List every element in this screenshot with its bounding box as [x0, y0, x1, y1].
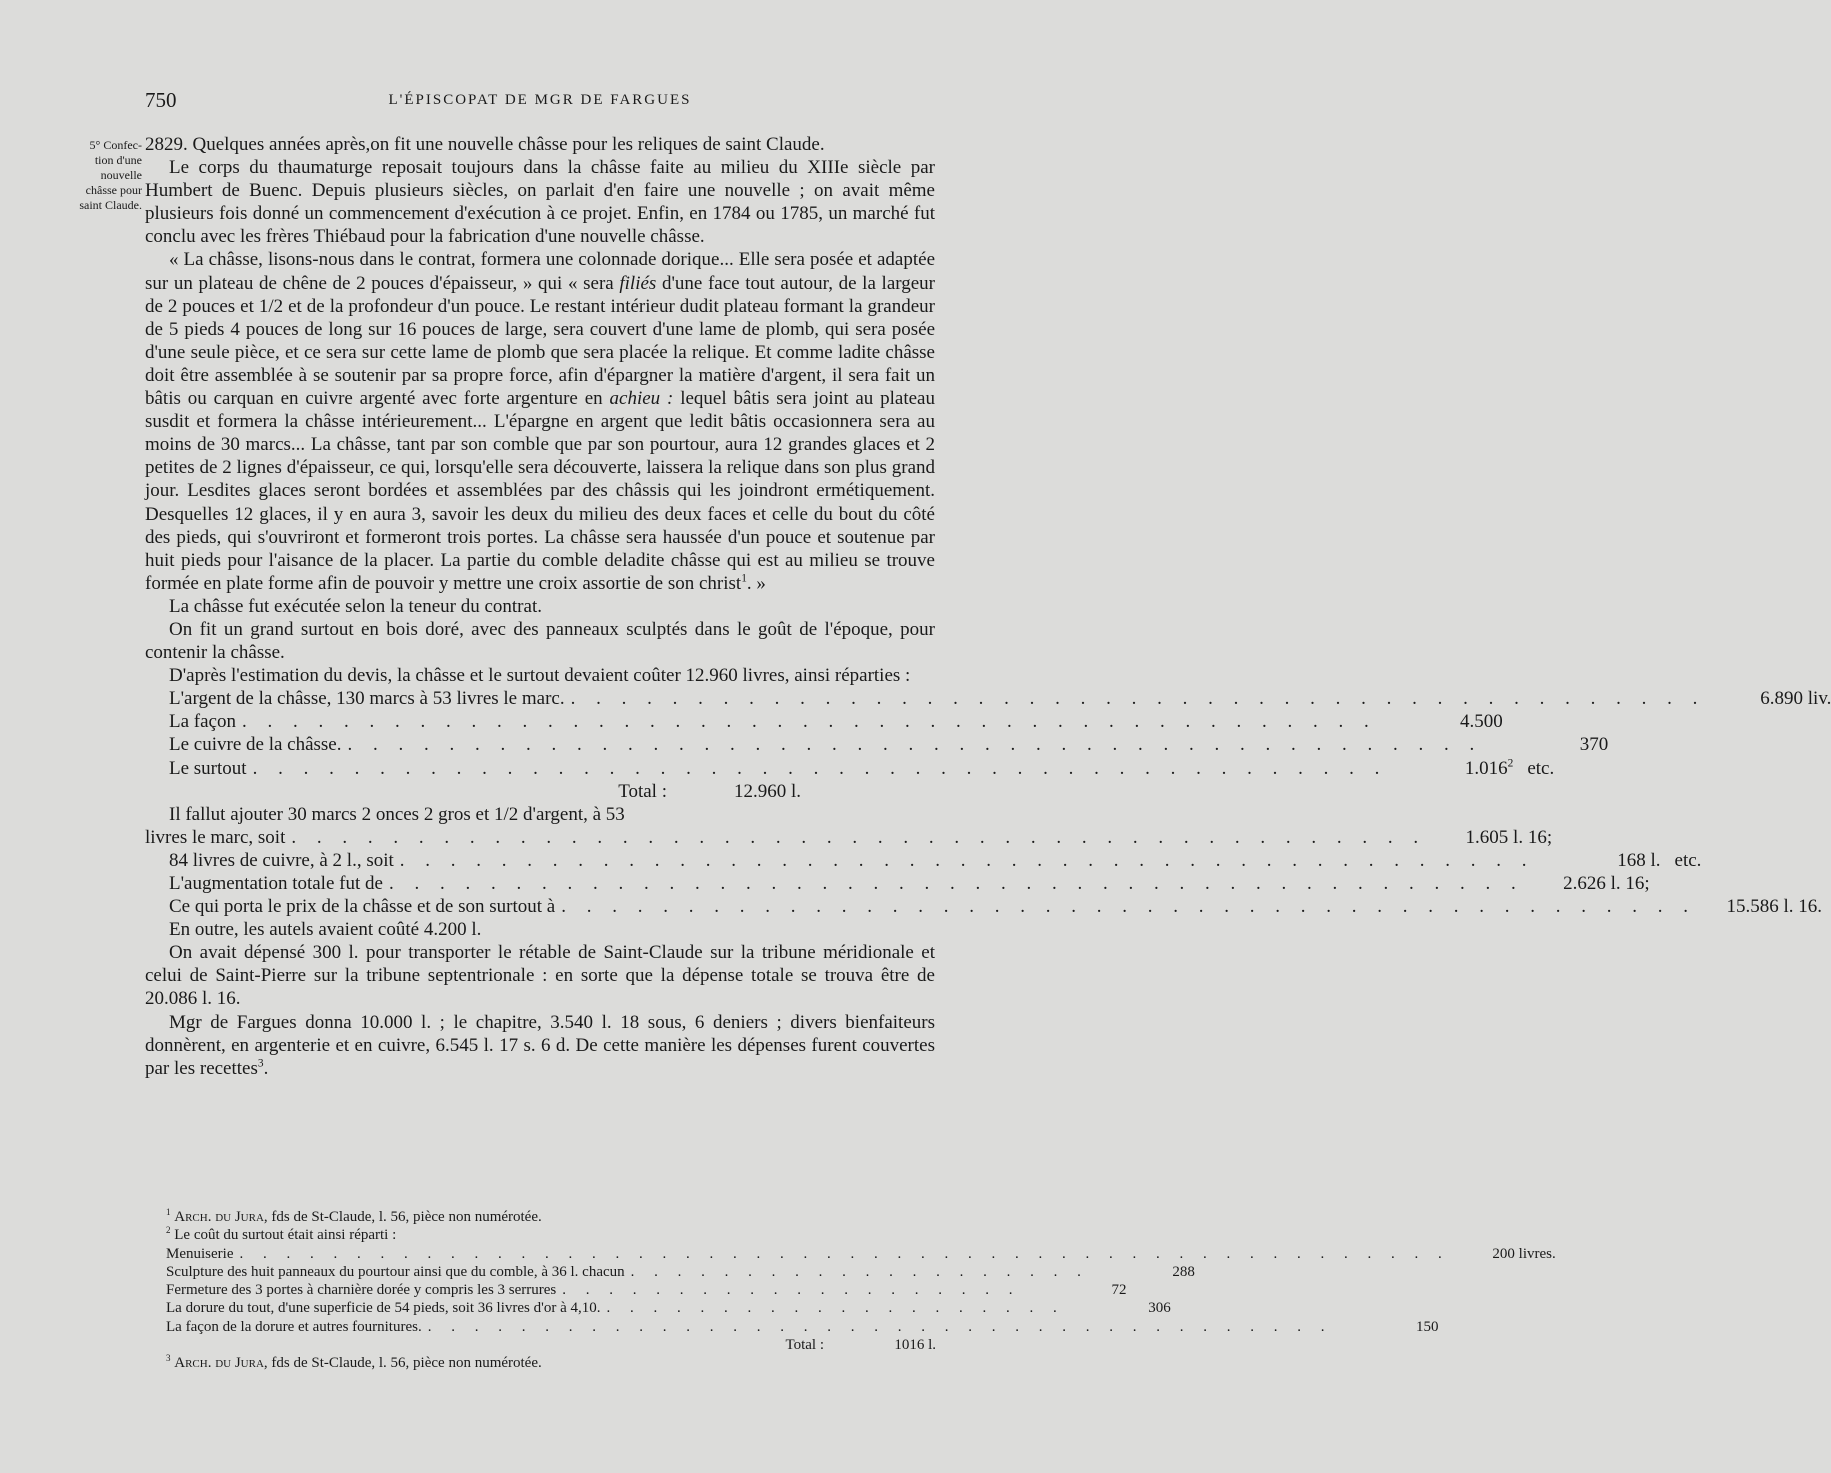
addition-label: L'augmentation totale fut de	[169, 873, 383, 894]
footnote-3	[166, 1354, 936, 1372]
footnote-cost-row	[166, 1299, 1171, 1317]
margin-note-line: châsse pour	[85, 183, 142, 197]
margin-note-line: 5° Confec-	[89, 138, 142, 152]
quote-term: filiés	[619, 272, 657, 294]
cost-row	[145, 757, 1555, 780]
footnote-cost-label: Sculpture des huit panneaux du pourtour ainsi que du comble, à 36 l. chacun	[166, 1263, 625, 1280]
addition-row	[145, 872, 1650, 895]
addition-row	[145, 895, 1822, 918]
dot-leader: . . . . . . . . . . . . . . . . . . . . . . . . . . . . . . . . . . . . . . . . . . . . . . . . . . . .	[239, 1245, 1450, 1262]
addition-label: 84 livres de cuivre, à 2 l., soit	[169, 849, 394, 871]
footnote-ref: 3	[257, 1057, 264, 1070]
cost-suffix: etc.	[1527, 757, 1555, 779]
cost-label: Le surtout	[169, 757, 247, 779]
footnote-text: Le coût du surtout était ainsi réparti :	[174, 1227, 397, 1244]
footnote-cost-amount: 200 livres.	[1492, 1245, 1556, 1262]
dot-leader: . . . . . . . . . . . . . . . . . . . . . . . . . . . . . . . . . . . . . . . . . . . . .	[570, 688, 1706, 710]
footnote-number: 2	[166, 1225, 171, 1236]
contract-quote	[145, 248, 935, 594]
addition-amount: 15.586 l. 16.	[1726, 896, 1822, 918]
quote-text: . »	[746, 572, 766, 594]
footnote-cost-amount: 150	[1415, 1318, 1439, 1335]
footnote-cost-amount: 306	[1148, 1300, 1171, 1317]
footnote-cost-label: La dorure du tout, d'une superficie de 54 pieds, soit 36 livres d'or à 4,10.	[166, 1300, 601, 1317]
footnote-text: fds de St-Claude, l. 56, pièce non numérotée.	[267, 1355, 542, 1372]
cost-table	[145, 687, 1831, 802]
addition-amount: 1.605 l. 16;	[1465, 826, 1553, 848]
cost-row	[145, 710, 1503, 733]
footnote-cost-row	[166, 1281, 1127, 1299]
dot-leader: . . . . . . . . . . . . . . . . . . . . . . . . . . . . . . . . . . . . . . . . . . . . .	[291, 826, 1427, 848]
footnote-1	[166, 1208, 936, 1226]
paragraph: Le corps du thaumaturge reposait toujours dans la châsse faite au milieu du XIIIe siècle par Humbert de Buenc. Depuis plusieurs siècles, on parlait d'en faire une nouvelle ; on avait même plusieurs fois donné un commencement d'exécution à ce projet. Enfin, en 1784 ou 1785, un marché fut conclu avec les frères Thiébaud pour la fabrication d'une nouvelle châsse.	[145, 157, 935, 248]
addition-label: Ce qui porta le prix de la châsse et de son surtout à	[169, 896, 556, 918]
footnote-2	[166, 1226, 936, 1244]
footnote-cost-label: Fermeture des 3 portes à charnière dorée y compris les 3 serrures	[166, 1282, 557, 1299]
quote-text: d'une face tout autour, de la largeur de 2 pouces et 1/2 et de la profondeur d'un pouce. Le restant intérieur dudit plateau formant la grandeur de 5 pieds 4 pouces de long sur 16 pouces de large, sera couvert d'une lame de plomb, qui sera posée d'une seule pièce, et ce sera sur cette lame de plomb que sera placée la relique. Et comme ladite châsse doit être assemblée à se soutenir par sa propre force, afin d'épargner la matière d'argent, il sera fait un bâtis ou carquan en cuivre argenté avec forte argenture en	[145, 272, 935, 410]
footnote-source: Arch. du Jura,	[174, 1209, 268, 1225]
dot-leader: . . . . . . . . . . . . . . . . . . . .	[606, 1300, 1065, 1317]
cost-total-row	[145, 780, 935, 803]
addition-amount: 168 l.	[1617, 849, 1661, 871]
cost-value: 1.016	[1464, 757, 1508, 779]
paragraph-text: Mgr de Fargues donna 10.000 l. ; le chapitre, 3.540 l. 18 sous, 6 deniers ; divers bienfaiteurs donnèrent, en argenterie et en cuivre, 6.545 l. 17 s. 6 d. De cette manière les dépenses furent couvertes par les recettes	[145, 1011, 935, 1079]
dot-leader: . . . . . . . . . . . . . . . . . . . . . . . . . . . . . . . . . . . . . . . . . . . . .	[399, 849, 1535, 871]
footnote-total-label: Total :	[785, 1337, 824, 1354]
paragraph: La châsse fut exécutée selon la teneur du contrat.	[169, 595, 542, 617]
dot-leader: . . . . . . . . . . . . . . . . . . . . . . . . . . . . . . . . . . . . . . . . . . . . .	[252, 757, 1388, 779]
footnote-cost-row	[166, 1245, 1556, 1263]
footnote-ref: 2	[1507, 757, 1514, 770]
paragraph-text: .	[263, 1057, 269, 1079]
footnote-cost-label: La façon de la dorure et autres fournitures.	[166, 1318, 422, 1335]
paragraph: En outre, les autels avaient coûté 4.200 l.	[169, 919, 482, 941]
page-number: 750	[145, 88, 177, 112]
cost-label: La façon	[169, 711, 236, 733]
dot-leader: . . . . . . . . . . . . . . . . . . . . . . . . . . . . . . . . . . . . . . . . . . . . .	[347, 734, 1483, 756]
addition-table	[145, 826, 1822, 918]
paragraph: On avait dépensé 300 l. pour transporter le rétable de Saint-Claude sur la tribune méridionale et celui de Saint-Pierre sur la tribune septentrionale : en sorte que la dépense totale se trouva être de 20.086 l. 16.	[145, 942, 935, 1010]
cost-row	[145, 687, 1831, 710]
footnote-source: Arch. du Jura,	[174, 1355, 268, 1372]
margin-note-line: saint Claude.	[79, 198, 142, 212]
cost-amount: 6.890 liv.	[1760, 688, 1831, 710]
addition-label: livres le marc, soit	[145, 826, 286, 848]
footnote-cost-row	[166, 1318, 1439, 1336]
quote-term: achieu :	[609, 388, 674, 410]
footnote-ref: 1	[741, 572, 747, 585]
running-title: L'ÉPISCOPAT DE MGR DE FARGUES	[388, 92, 692, 108]
footnote-total-row	[166, 1336, 936, 1354]
footnote-number: 1	[166, 1207, 171, 1217]
cost-label: Le cuivre de la châsse.	[169, 734, 342, 756]
cost-amount: 370	[1579, 734, 1609, 756]
paragraph: Il fallut ajouter 30 marcs 2 onces 2 gros et 1/2 d'argent, à 53	[169, 803, 625, 825]
total-amount: 12.960 l.	[733, 780, 801, 802]
footnote-cost-label: Menuiserie	[166, 1245, 234, 1262]
quote-text: lequel bâtis sera joint au plateau susdit et formera la châsse intérieurement... L'épargne en argent que ledit bâtis occasionnera sera au moins de 30 marcs... La châsse, tant par son comble que par son pourtour, aura 12 grandes glaces et 2 petites de 2 lignes d'épaisseur, ce qui, lorsqu'elle sera découverte, laissera la relique dans son plus grand jour. Lesdites glaces seront bordées et assemblées par des châssis qui les joindront ermétiquement. Desquelles 12 glaces, il y en aura 3, savoir les deux du milieu des deux faces et celle du bout du côté des pieds, qui s'ouvriront et formeront trois portes. La châsse sera haussée d'un pouce et soutenue par huit pieds pour l'aisance de la placer. La partie du comble deladite châsse qui est au milieu se trouve formée en plate forme afin de pouvoir y mettre une croix assortie de son christ	[145, 388, 935, 594]
dot-leader: . . . . . . . . . . . . . . . . . . . . . . . . . . . . . . . . . . . . . . . . . . . . .	[241, 711, 1377, 733]
paragraph	[145, 1011, 935, 1080]
paragraph: On fit un grand surtout en bois doré, avec des panneaux sculptés dans le goût de l'époque, pour contenir la châsse.	[145, 618, 935, 664]
margin-note-line: tion d'une	[94, 153, 142, 167]
dot-leader: . . . . . . . . . . . . . . . . . . . . . . . . . . . . . . . . . . . . . . . . . . . . .	[388, 873, 1524, 894]
cost-label: L'argent de la châsse, 130 marcs à 53 livres le marc.	[169, 688, 565, 710]
addition-row	[145, 849, 1702, 872]
addition-suffix: etc.	[1674, 849, 1702, 871]
footnote-cost-amount: 72	[1111, 1282, 1127, 1299]
footnote-number: 3	[166, 1353, 171, 1364]
footnotes	[166, 1207, 1556, 1373]
addition-row	[145, 826, 1553, 849]
margin-note-line: nouvelle	[100, 168, 142, 182]
page-header	[145, 88, 935, 114]
cost-row	[145, 733, 1609, 756]
dot-leader: . . . . . . . . . . . . . . . . . . . . . . . . . . . . . . . . . . . . . . . . . . . . .	[561, 896, 1696, 918]
quote-text: « La châsse, lisons-nous dans le contrat, formera une colonnade dorique... Elle sera posée et adaptée sur un plateau de chêne de 2 pouces d'épaisseur, » qui « sera	[145, 249, 935, 294]
footnote-total-amount: 1016 l.	[894, 1337, 936, 1354]
body-text	[145, 133, 1831, 1080]
cost-amount	[1393, 757, 1513, 780]
dot-leader: . . . . . . . . . . . . . . . . . . . .	[562, 1282, 1021, 1299]
paragraph: 2829. Quelques années après,on fit une nouvelle châsse pour les reliques de saint Claude.	[145, 134, 825, 155]
addition-amount: 2.626 l. 16;	[1563, 873, 1650, 894]
paragraph: D'après l'estimation du devis, la châsse et le surtout devaient coûter 12.960 livres, ainsi réparties :	[169, 665, 911, 687]
margin-note	[52, 138, 142, 213]
footnote-text: fds de St-Claude, l. 56, pièce non numérotée.	[267, 1209, 542, 1225]
cost-amount: 4.500	[1459, 711, 1503, 733]
total-label: Total :	[618, 780, 667, 802]
footnote-cost-amount: 288	[1172, 1263, 1195, 1280]
dot-leader: . . . . . . . . . . . . . . . . . . . .	[630, 1263, 1089, 1280]
footnote-cost-row	[166, 1263, 1195, 1281]
dot-leader: . . . . . . . . . . . . . . . . . . . . . . . . . . . . . . . . . . . . . . .	[427, 1318, 1333, 1335]
